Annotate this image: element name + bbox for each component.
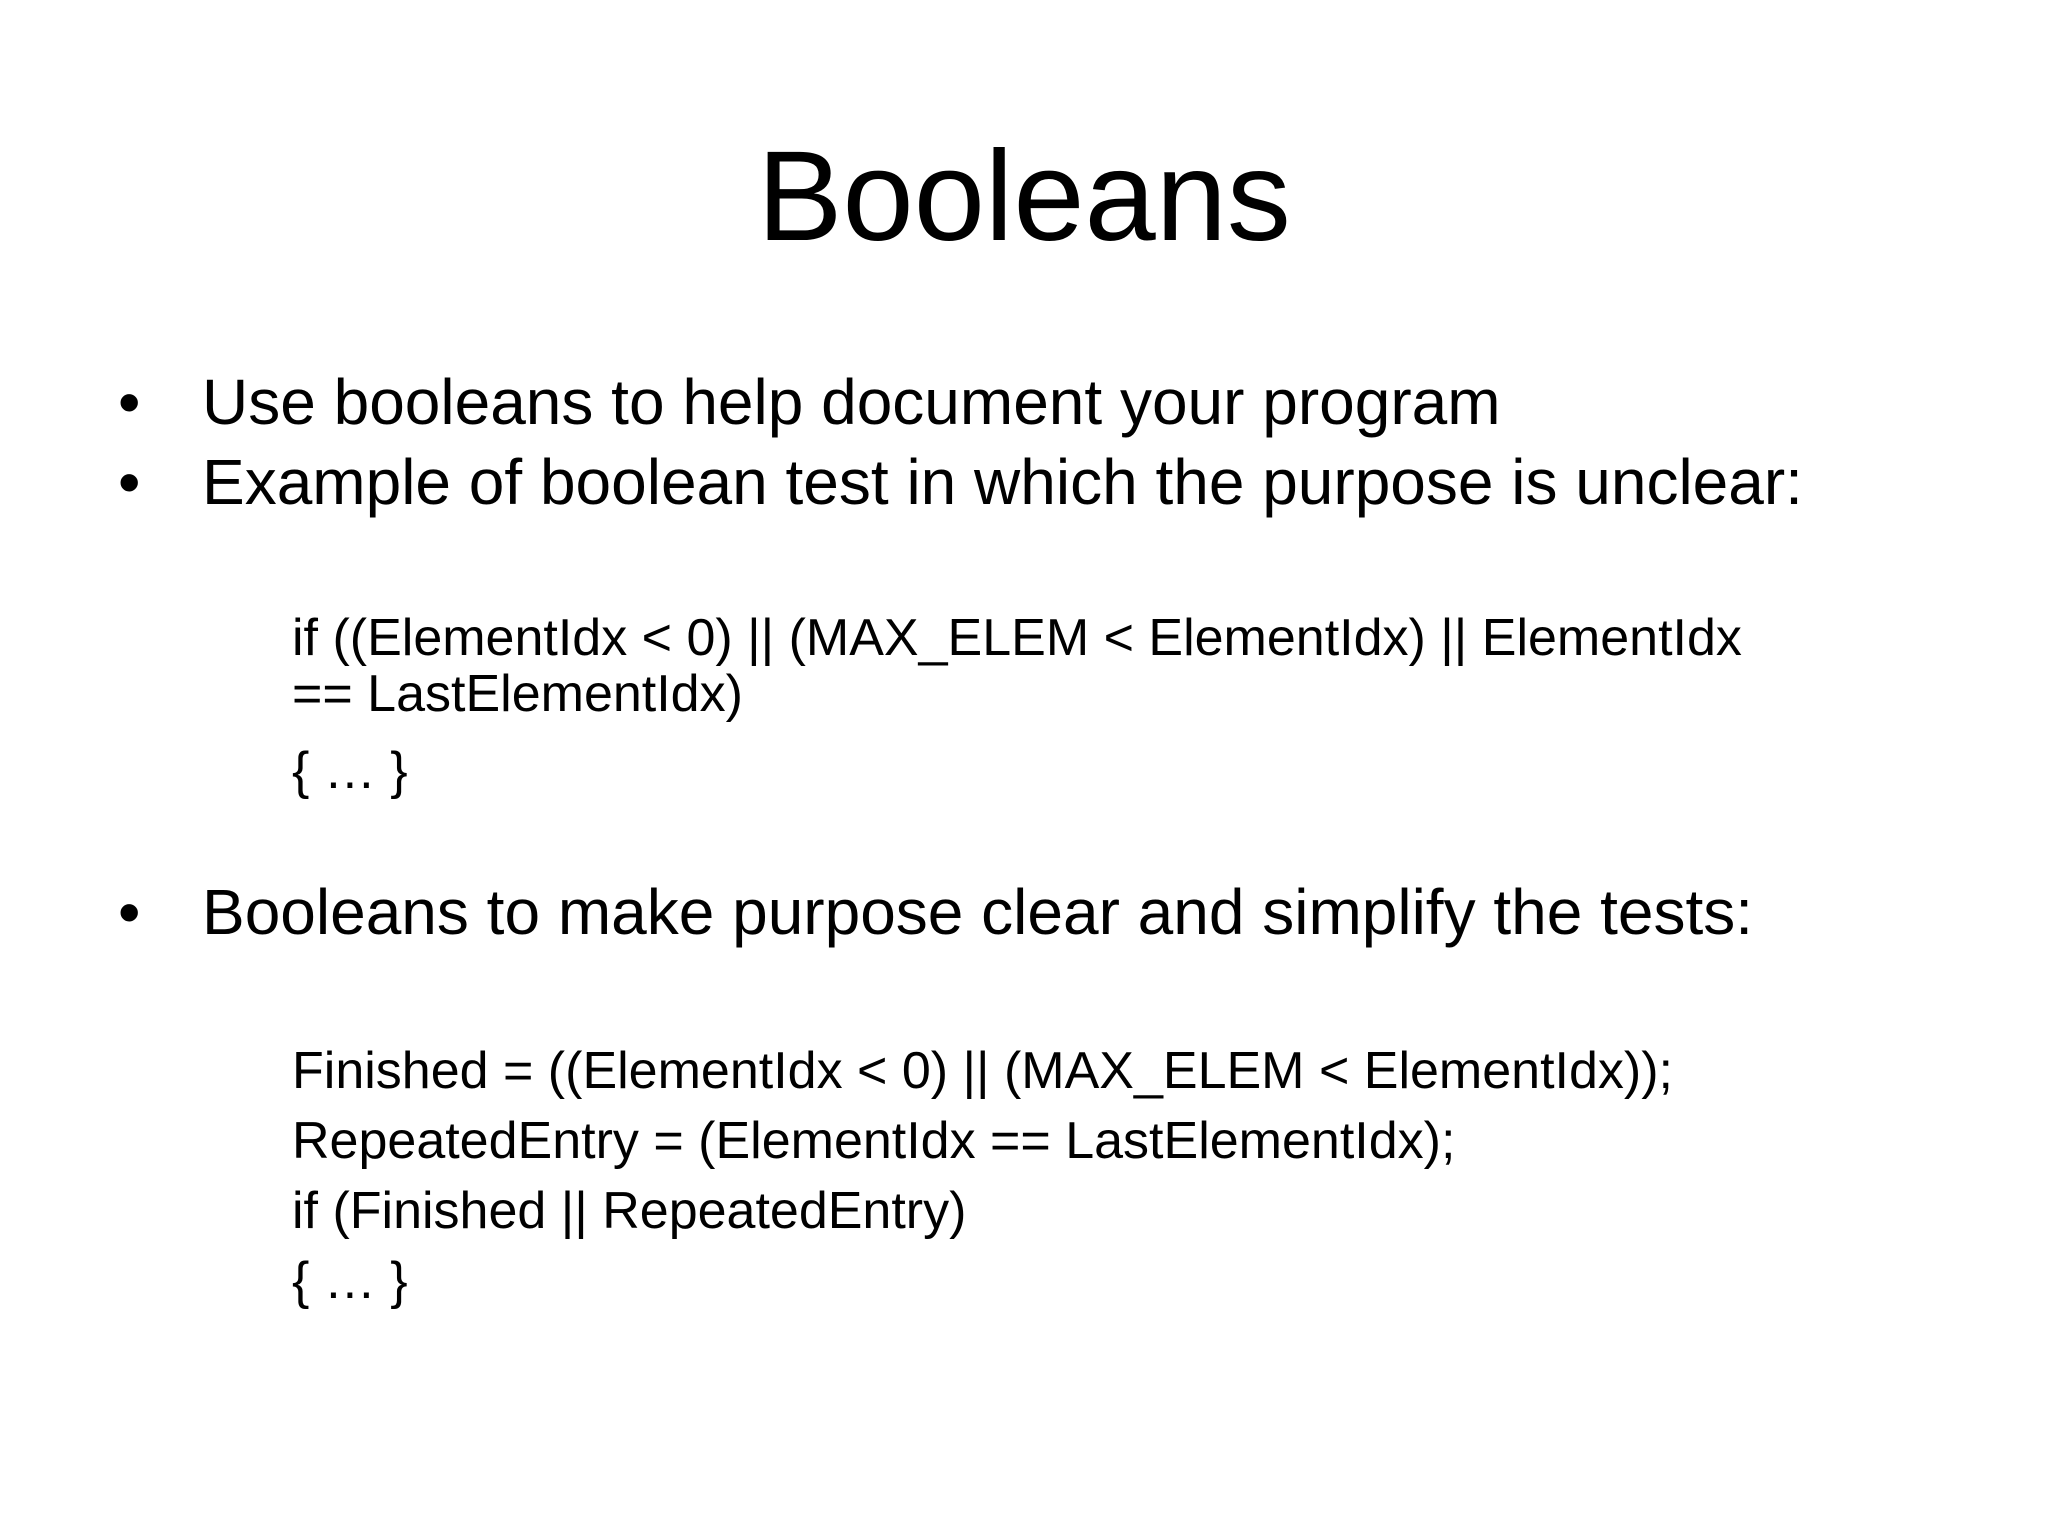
code-line: == LastElementIdx) <box>292 665 743 723</box>
slide-title: Booleans <box>757 125 1291 268</box>
bullet-marker: • <box>118 366 141 438</box>
code-block-unclear <box>292 610 1972 802</box>
bullet-marker: • <box>118 446 141 518</box>
bullet-text: Booleans to make purpose clear and simplify the tests: <box>202 876 1754 948</box>
code-line: { … } <box>292 1252 408 1310</box>
code-line: if (Finished || RepeatedEntry) <box>292 1182 967 1240</box>
code-line: if ((ElementIdx < 0) || (MAX_ELEM < ElementIdx) || ElementIdx <box>292 609 1742 667</box>
bullet-marker: • <box>118 876 141 948</box>
bullet-text: Example of boolean test in which the purpose is unclear: <box>202 446 1803 518</box>
code-line: Finished = ((ElementIdx < 0) || (MAX_ELEM < ElementIdx)); <box>292 1042 1673 1100</box>
bullet-text: Use booleans to help document your program <box>202 366 1501 438</box>
code-line: { … } <box>292 742 408 800</box>
code-line: RepeatedEntry = (ElementIdx == LastElementIdx); <box>292 1112 1456 1170</box>
code-block-clear <box>292 1036 1972 1316</box>
